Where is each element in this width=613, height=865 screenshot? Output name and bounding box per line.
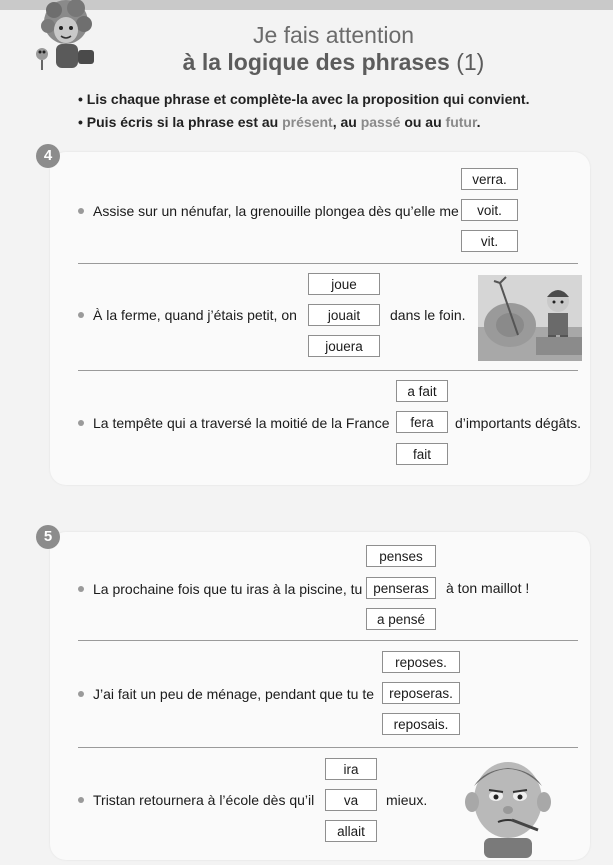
ex4-item2-after: dans le foin. bbox=[390, 307, 466, 323]
ex5-item3-before: Tristan retournera à l’école dès qu’il bbox=[93, 792, 315, 808]
instruction-2: • Puis écris si la phrase est au présent, au passé ou au futur. bbox=[78, 114, 481, 130]
title-main: à la logique des phrases bbox=[182, 49, 450, 75]
ex5-item2-option-3[interactable]: reposais. bbox=[382, 713, 460, 735]
instruction-1: • Lis chaque phrase et complète-la avec la proposition qui convient. bbox=[78, 91, 530, 107]
ex4-item2-option-3[interactable]: jouera bbox=[308, 335, 380, 357]
bullet-icon bbox=[78, 797, 84, 803]
exercise-4-number: 4 bbox=[36, 144, 60, 168]
ex4-item3-after: d’importants dégâts. bbox=[455, 415, 582, 431]
instruction-2-mid1: au bbox=[340, 114, 357, 130]
bullet-icon bbox=[78, 312, 84, 318]
ex4-item3-sentence bbox=[78, 415, 390, 431]
instruction-2-comma: , bbox=[332, 114, 337, 130]
ex4-item1-option-2[interactable]: voit. bbox=[461, 199, 518, 221]
ex4-item1-before: Assise sur un nénufar, la grenouille plongea dès qu’elle me bbox=[93, 203, 459, 219]
bullet-icon bbox=[78, 208, 84, 214]
ex4-item3-option-1[interactable]: a fait bbox=[396, 380, 448, 402]
instruction-2-prefix: Puis écris si la phrase est au bbox=[86, 114, 279, 130]
ex5-item1-sentence bbox=[78, 581, 362, 597]
tense-present: présent bbox=[282, 114, 333, 130]
tense-passe: passé bbox=[360, 114, 401, 130]
ex4-item2-sentence bbox=[78, 307, 297, 323]
instruction-2-mid2: ou au bbox=[404, 114, 442, 130]
farm-boy-illustration bbox=[478, 275, 582, 361]
bullet-icon bbox=[78, 691, 84, 697]
ex4-item3-before: La tempête qui a traversé la moitié de la France bbox=[93, 415, 390, 431]
ex5-item3-after: mieux. bbox=[386, 792, 428, 808]
separator bbox=[78, 747, 578, 748]
ex5-item3-option-1[interactable]: ira bbox=[325, 758, 377, 780]
separator bbox=[78, 263, 578, 264]
ex5-item1-option-2[interactable]: penseras bbox=[366, 577, 436, 599]
instruction-1-text: Lis chaque phrase et complète-la avec la proposition qui convient. bbox=[86, 91, 530, 107]
ex5-item3-sentence bbox=[78, 792, 314, 808]
ex4-item2-option-1[interactable]: joue bbox=[308, 273, 380, 295]
title-line2 bbox=[0, 49, 613, 76]
ex5-item3-option-3[interactable]: allait bbox=[325, 820, 377, 842]
ex5-item2-option-1[interactable]: reposes. bbox=[382, 651, 460, 673]
bullet-icon bbox=[78, 586, 84, 592]
separator bbox=[78, 640, 578, 641]
instruction-2-end: . bbox=[476, 114, 481, 130]
ex4-item2-option-2[interactable]: jouait bbox=[308, 304, 380, 326]
ex5-item1-option-1[interactable]: penses bbox=[366, 545, 436, 567]
ex4-item3-option-3[interactable]: fait bbox=[396, 443, 448, 465]
ex5-item2-option-2[interactable]: reposeras. bbox=[382, 682, 460, 704]
title-number: (1) bbox=[456, 49, 485, 75]
title-line1: Je fais attention bbox=[252, 22, 415, 48]
bullet-icon bbox=[78, 420, 84, 426]
ex5-item2-sentence bbox=[78, 686, 374, 702]
sick-boy-illustration bbox=[462, 752, 554, 858]
ex5-item1-option-3[interactable]: a pensé bbox=[366, 608, 436, 630]
exercise-5-number: 5 bbox=[36, 525, 60, 549]
ex4-item3-option-2[interactable]: fera bbox=[396, 411, 448, 433]
ex5-item2-before: J’ai fait un peu de ménage, pendant que tu te bbox=[93, 686, 374, 702]
ex5-item1-after: à ton maillot ! bbox=[446, 580, 530, 596]
ex5-item1-before: La prochaine fois que tu iras à la piscine, tu bbox=[93, 581, 363, 597]
separator bbox=[78, 370, 578, 371]
tense-futur: futur bbox=[445, 114, 477, 130]
ex4-item1-sentence bbox=[78, 203, 459, 219]
ex5-item3-option-2[interactable]: va bbox=[325, 789, 377, 811]
ex4-item2-before: À la ferme, quand j’étais petit, on bbox=[93, 307, 297, 323]
ex4-item1-option-1[interactable]: verra. bbox=[461, 168, 518, 190]
ex4-item1-option-3[interactable]: vit. bbox=[461, 230, 518, 252]
